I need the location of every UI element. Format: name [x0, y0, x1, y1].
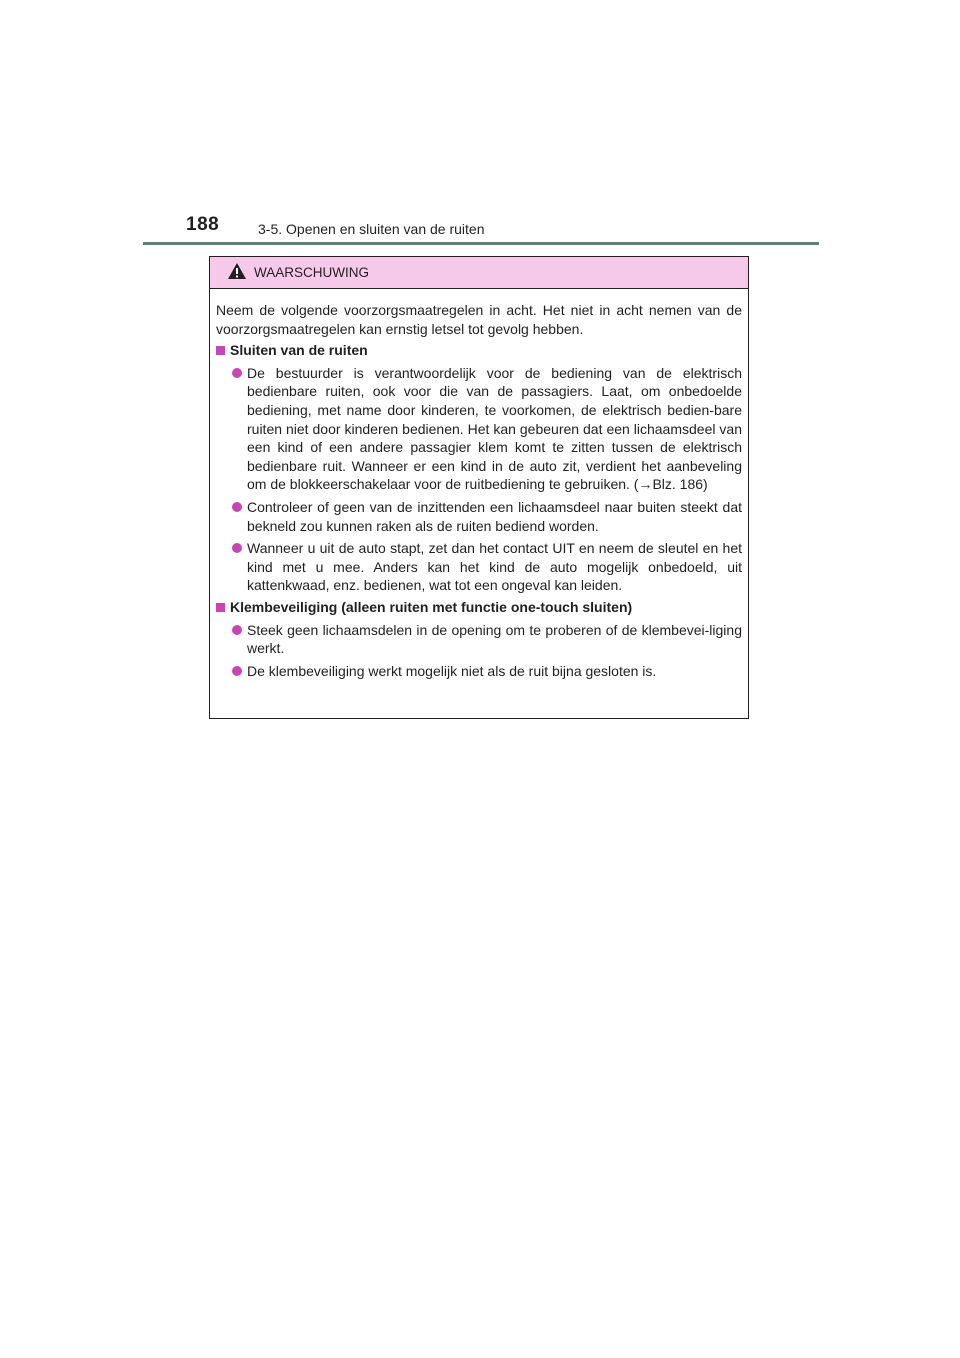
- section-heading-text: Sluiten van de ruiten: [230, 342, 368, 359]
- list-item: [216, 364, 742, 494]
- list-item-text: De bestuurder is verantwoordelijk voor de bediening van de elektrisch bedienbare ruiten, ook voor die van de passagiers. Laat, om onbedoelde bediening, met name door kinderen, te voorkomen, de elektrisch bedien-bare ruiten niet door kinderen bedienen. Het kan gebeuren dat een lichaamsdeel van een kind of een andere passagier klem komt te zitten tussen de elektrisch bedienbare ruit. Wanneer er een kind in de auto zit, verdient het aanbeveling om de blokkeerschakelaar voor de ruitbediening te gebruiken. (→Blz. 186): [247, 364, 742, 493]
- list-item: [216, 662, 742, 681]
- warning-label: WAARSCHUWING: [254, 265, 369, 280]
- warning-box: [209, 256, 749, 719]
- warning-header: [210, 257, 748, 289]
- list-item-text: Wanneer u uit de auto stapt, zet dan het contact UIT en neem de sleutel en het kind met u mee. Anders kan het kind de auto mogelijk onbedoeld, uit kattenkwaad, enz. bedienen, wat tot een ongeval kan leiden.: [247, 540, 742, 594]
- circle-bullet-icon: [232, 502, 242, 512]
- circle-bullet-icon: [232, 368, 242, 378]
- list-item: [216, 539, 742, 595]
- square-bullet-icon: [216, 346, 225, 355]
- list-item: [216, 498, 742, 535]
- list-item-text: Steek geen lichaamsdelen in de opening om te proberen of de klembevei-liging werkt.: [247, 621, 742, 657]
- warning-intro: Neem de volgende voorzorgsmaatregelen in acht. Het niet in acht nemen van de voorzorgsmaatregelen kan ernstig letsel tot gevolg hebben.: [216, 302, 742, 337]
- warning-triangle-icon: [227, 262, 247, 280]
- circle-bullet-icon: [232, 666, 242, 676]
- square-bullet-icon: [216, 603, 225, 612]
- header-rule: [143, 242, 819, 245]
- list-item-text: Controleer of geen van de inzittenden een lichaamsdeel naar buiten steekt dat bekneld zou kunnen raken als de ruiten bediend worden.: [247, 498, 742, 534]
- page-number: 188: [186, 214, 220, 235]
- section-title: 3-5. Openen en sluiten van de ruiten: [258, 221, 485, 237]
- warning-body: [210, 289, 748, 680]
- section-heading-text: Klembeveiliging (alleen ruiten met functie one-touch sluiten): [230, 598, 633, 615]
- circle-bullet-icon: [232, 543, 242, 553]
- section-heading: [216, 598, 742, 617]
- section-heading: [216, 341, 742, 360]
- circle-bullet-icon: [232, 625, 242, 635]
- list-item: [216, 621, 742, 658]
- list-item-text: De klembeveiliging werkt mogelijk niet als de ruit bijna gesloten is.: [247, 662, 657, 679]
